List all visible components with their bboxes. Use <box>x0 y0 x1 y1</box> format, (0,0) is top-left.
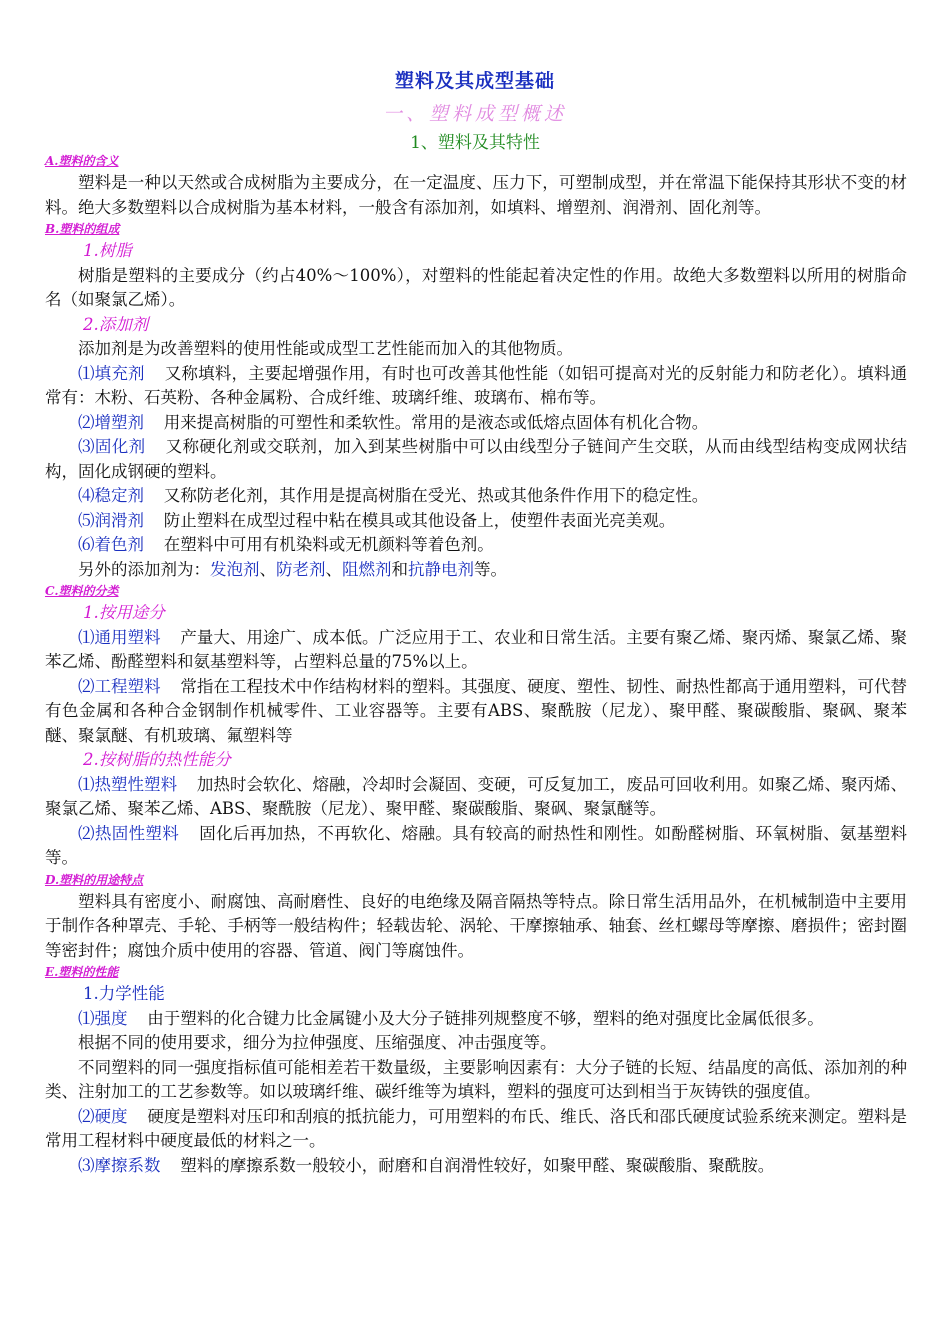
term-label: ⑵工程塑料 <box>78 676 161 696</box>
list-item <box>45 773 907 822</box>
document-body <box>45 152 907 1178</box>
item-text: 又称硬化剂或交联剂，加入到某些树脂中可以由线型分子链间产生交联，从而由线型结构变成网状结构，固化成钢硬的塑料。 <box>45 437 908 481</box>
term-label: ⑵热固性塑料 <box>78 823 180 843</box>
list-item <box>45 411 907 436</box>
item-text: 加热时会软化、熔融，冷却时会凝固、变硬，可反复加工，废品可回收利用。如聚乙烯、聚丙烯、聚氯乙烯、聚苯乙烯、ABS、聚酰胺（尼龙）、聚甲醛、聚碳酸脂、聚砜、聚氯醚等。 <box>45 774 908 818</box>
term-label: ⑶固化剂 <box>78 437 146 456</box>
term-label: 防老剂 <box>276 559 326 579</box>
term-label: ⑸润滑剂 <box>78 510 144 530</box>
subheading: 1.树脂 <box>83 241 132 260</box>
subheading: 1.力学性能 <box>83 984 165 1003</box>
list-item <box>45 1154 907 1179</box>
paragraph: 不同塑料的同一强度指标值可能相差若干数量级，主要影响因素有：大分子链的长短、结晶度的高低、添加剂的种类、注射加工的工艺参数等。如以玻璃纤维、碳纤维等为填料，塑料的强度可达到相当于灰铸铁的强度值。 <box>45 1057 907 1101</box>
heading-c: C.塑料的分类 <box>45 584 119 598</box>
term-label: 发泡剂 <box>210 559 260 579</box>
item-text: 塑料的摩擦系数一般较小，耐磨和自润滑性较好，如聚甲醛、聚碳酸脂、聚酰胺。 <box>180 1155 775 1175</box>
list-item <box>45 484 907 509</box>
list-item <box>45 509 907 534</box>
list-item <box>45 675 907 749</box>
subheading: 1.按用途分 <box>83 603 165 622</box>
section-title: 一、塑料成型概述 <box>382 103 567 125</box>
item-text: 又称填料，主要起增强作用，有时也可改善其他性能（如铝可提高对光的反射能力和防老化）。填料通常有：木粉、石英粉、各种金属粉、合成纤维、玻璃纤维、玻璃布、棉布等。 <box>45 363 908 407</box>
text: 等。 <box>474 559 507 579</box>
term-label: ⑵硬度 <box>78 1106 128 1126</box>
item-text: 用来提高树脂的可塑性和柔软性。常用的是液态或低熔点固体有机化合物。 <box>163 412 709 432</box>
list-item <box>45 822 907 871</box>
heading-a: A.塑料的含义 <box>45 154 119 168</box>
text: 、 <box>259 559 276 579</box>
term-label: ⑴强度 <box>78 1008 128 1028</box>
list-item <box>45 1007 907 1032</box>
paragraph: 添加剂是为改善塑料的使用性能或成型工艺性能而加入的其他物质。 <box>78 339 573 358</box>
item-text: 防止塑料在成型过程中粘在模具或其他设备上，使塑件表面光亮美观。 <box>163 510 676 530</box>
term-label: ⑴热塑性塑料 <box>78 774 178 794</box>
item-text: 在塑料中可用有机染料或无机颜料等着色剂。 <box>163 535 494 554</box>
heading-b: B.塑料的组成 <box>45 222 120 236</box>
document-title: 塑料及其成型基础 <box>394 70 555 92</box>
term-label: 阻燃剂 <box>342 559 392 579</box>
item-text: 又称防老化剂，其作用是提高树脂在受光、热或其他条件作用下的稳定性。 <box>163 486 709 505</box>
item-text: 常指在工程技术中作结构材料的塑料。其强度、硬度、塑性、韧性、耐热性都高于通用塑料，可代替有色金属和各种合金钢制作机械零件、工业容器等。主要有ABS、聚酰胺（尼龙）、聚甲醛、聚碳酸脂、聚砜、聚苯醚、聚氯醚、有机玻璃、氟塑料等 <box>45 676 908 745</box>
item-text: 硬度是塑料对压印和刮痕的抵抗能力，可用塑料的布氏、维氏、洛氏和邵氏硬度试验系统来测定。塑料是常用工程材料中硬度最低的材料之一。 <box>45 1106 908 1150</box>
list-item <box>45 1105 907 1154</box>
term-label: ⑹着色剂 <box>78 535 144 554</box>
text: 和 <box>391 559 408 579</box>
term-label: ⑴填充剂 <box>78 363 145 383</box>
paragraph <box>45 558 907 583</box>
paragraph: 塑料具有密度小、耐腐蚀、高耐磨性、良好的电绝缘及隔音隔热等特点。除日常生活用品外，在机械制造中主要用于制作各种罩壳、手轮、手柄等一般结构件；轻载齿轮、涡轮、干摩擦轴承、轴套、丝杠螺母等摩擦、磨损件；密封圈等密封件；腐蚀介质中使用的容器、管道、阀门等腐蚀件。 <box>45 891 907 960</box>
subheading: 2.按树脂的热性能分 <box>83 750 231 769</box>
subsection-title: 1、塑料及其特性 <box>410 133 540 153</box>
term-label: ⑵增塑剂 <box>78 412 144 432</box>
paragraph: 根据不同的使用要求，细分为拉伸强度、压缩强度、冲击强度等。 <box>78 1033 557 1052</box>
item-text: 由于塑料的化合键力比金属键小及大分子链排列规整度不够，塑料的绝对强度比金属低很多。 <box>147 1008 824 1028</box>
term-label: 抗静电剂 <box>408 559 474 579</box>
term-label: ⑶摩擦系数 <box>78 1155 161 1175</box>
term-label: ⑴通用塑料 <box>78 627 161 647</box>
item-text: 固化后再加热，不再软化、熔融。具有较高的耐热性和刚性。如酚醛树脂、环氧树脂、氨基塑料等。 <box>45 823 908 867</box>
item-text: 产量大、用途广、成本低。广泛应用于工、农业和日常生活。主要有聚乙烯、聚丙烯、聚氯乙烯、聚苯乙烯、酚醛塑料和氨基塑料等，占塑料总量的75%以上。 <box>45 627 908 671</box>
text: 另外的添加剂为： <box>78 559 210 579</box>
subheading: 2.添加剂 <box>83 314 149 334</box>
list-item <box>45 626 907 675</box>
term-label: ⑷稳定剂 <box>78 486 144 505</box>
paragraph: 树脂是塑料的主要成分（约占40%～100%），对塑料的性能起着决定性的作用。故绝大多数塑料以所用的树脂命名（如聚氯乙烯）。 <box>45 265 907 309</box>
list-item <box>45 533 907 558</box>
heading-e: E.塑料的性能 <box>45 965 119 979</box>
text: 、 <box>325 559 342 579</box>
heading-d: D.塑料的用途特点 <box>45 872 144 887</box>
list-item <box>45 362 907 411</box>
paragraph: 塑料是一种以天然或合成树脂为主要成分，在一定温度、压力下，可塑制成型，并在常温下能保持其形状不变的材料。绝大多数塑料以合成树脂为基本材料，一般含有添加剂，如填料、增塑剂、润滑剂、固化剂等。 <box>45 173 907 217</box>
list-item <box>45 435 907 484</box>
